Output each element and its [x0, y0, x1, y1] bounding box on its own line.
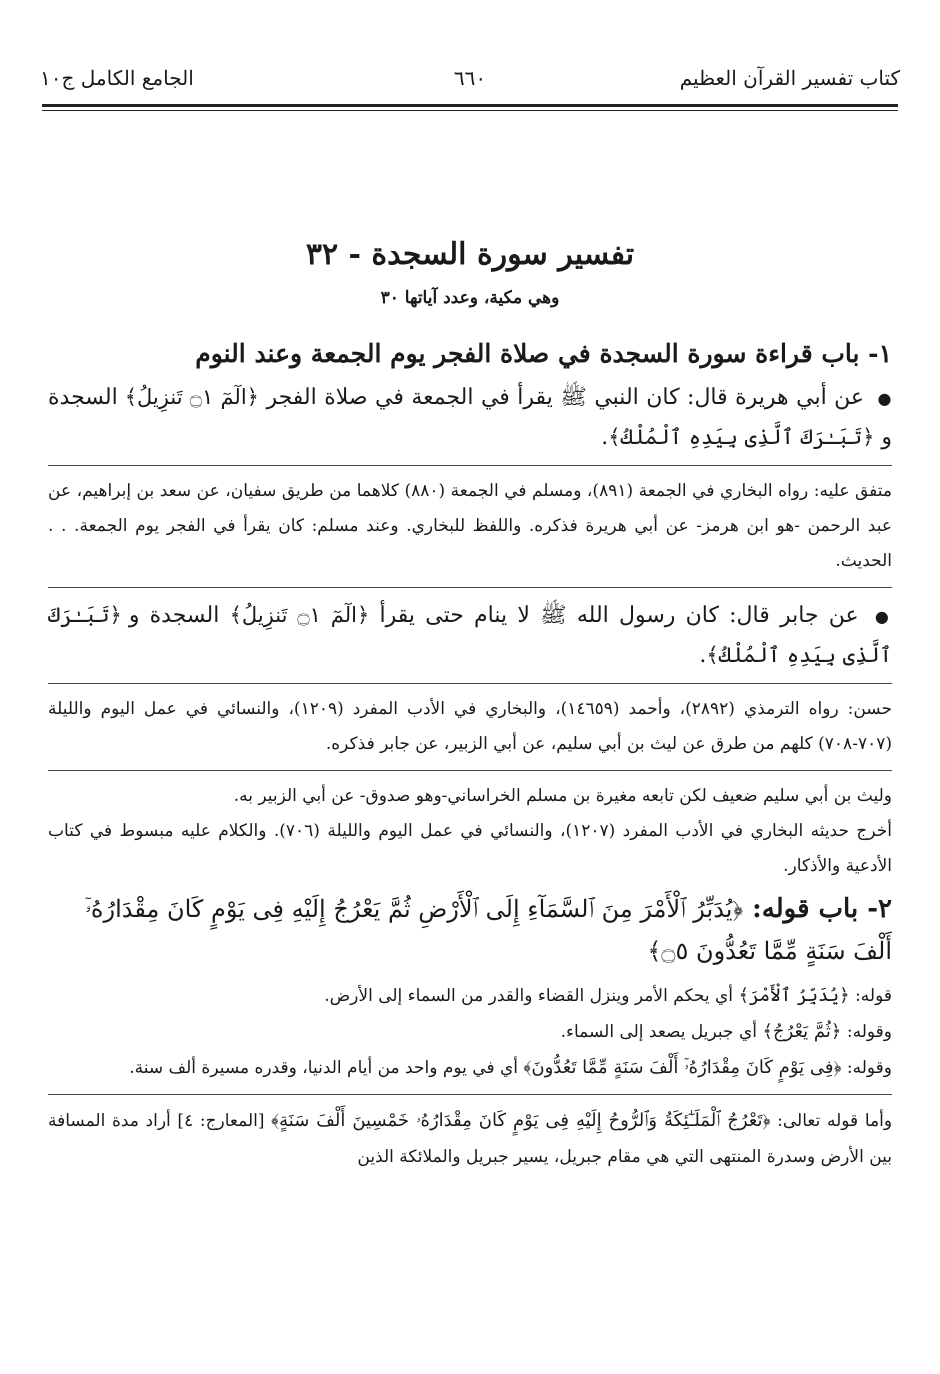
closing-paragraph — [48, 1103, 892, 1175]
explanation-2-quran: ﴿ثُمَّ يَعْرُجُ﴾ — [762, 1021, 842, 1042]
header-rule-thick — [42, 104, 898, 107]
page-body — [48, 232, 892, 1175]
closing-quran: ﴿تَعْرُجُ ٱلْمَلَـٰٓئِكَةُ وَٱلرُّوحُ إِلَيْهِ فِى يَوْمٍ كَانَ مِقْدَارُهُۥ خَمْسِينَ أَلْفَ سَنَةٍ﴾ — [271, 1110, 771, 1131]
explanation-1 — [48, 978, 892, 1014]
surah-title: تفسير سورة السجدة - ٣٢ — [305, 237, 635, 272]
hadith-2-end: . — [699, 643, 707, 668]
note-1: وليث بن أبي سليم ضعيف لكن تابعه مغيرة بن مسلم الخراساني-وهو صدوق- عن أبي الزبير به. — [233, 786, 892, 806]
hadith-2-text: عن جابر قال: كان رسول الله ﷺ لا ينام حتى يقرأ — [379, 603, 859, 628]
separator-line — [48, 1094, 892, 1095]
closing-lead: وأما قوله تعالى: — [777, 1111, 893, 1131]
hadith-1-quran-a: ﴿الٓمٓ ۝١ تَنزِيلُ﴾ — [124, 385, 259, 409]
explanation-3-text: أي في يوم واحد من أيام الدنيا، وقدره مسيرة ألف سنة. — [129, 1058, 519, 1078]
hadith-1-text: عن أبي هريرة قال: كان النبي ﷺ يقرأ في الجمعة في صلاة الفجر — [266, 385, 865, 410]
explanation-3-lead: وقوله: — [846, 1058, 892, 1078]
hadith-2-text-b: السجدة و — [128, 603, 220, 628]
surah-subtitle: وهي مكية، وعدد آياتها ٣٠ — [380, 288, 560, 308]
explanation-2-text: أي جبريل يصعد إلى السماء. — [560, 1022, 757, 1042]
chapter-1-title: ١- باب قراءة سورة السجدة في صلاة الفجر يوم الجمعة وعند النوم — [195, 339, 892, 368]
book-title: كتاب تفسير القرآن العظيم — [679, 66, 900, 90]
separator-line — [48, 587, 892, 588]
hadith-1-text-b: السجدة و — [48, 385, 892, 450]
chapter-2-ayah: ﴿يُدَبِّرُ ٱلْأَمْرَ مِنَ ٱلسَّمَآءِ إِلَى ٱلْأَرْضِ ثُمَّ يَعْرُجُ إِلَيْهِ فِى يَوْمٍ كَانَ مِقْدَارُهُۥٓ أَلْفَ سَنَةٍ مِّمَّا تَعُدُّونَ ۝٥﴾ — [84, 895, 892, 965]
explanation-1-text: أي يحكم الأمر وينزل القضاء والقدر من السماء إلى الأرض. — [324, 986, 734, 1006]
page-number: ٦٦٠ — [453, 66, 487, 90]
hadith-2-quran-b: ﴿تَبَـٰرَكَ ٱلَّذِى بِيَدِهِ ٱلْمُلْكُ﴾ — [48, 603, 892, 667]
hadith-1-end: . — [601, 425, 609, 450]
hadith-1 — [48, 378, 892, 457]
takhrij-1: متفق عليه: رواه البخاري في الجمعة (٨٩١)، ومسلم في الجمعة (٨٨٠) كلاهما من طريق سفيان، عن سعد بن إبراهيم، عن عبد الرحمن -هو ابن هرمز- عن أبي هريرة فذكره. واللفظ للبخاري. وعند مسلم: كان يقرأ في الفجر يوم الجمعة. . . الحديث. — [48, 481, 892, 571]
separator-line — [48, 683, 892, 684]
note-2: أخرج حديثه البخاري في الأدب المفرد (١٢٠٧)، والنسائي في عمل اليوم والليلة (٧٠٦). والكلام عليه مبسوط في كتاب الأدعية والأذكار. — [48, 821, 892, 876]
header-rule-thin — [42, 110, 898, 111]
closing-reference: [المعارج: ٤] — [177, 1111, 265, 1131]
running-head — [40, 58, 900, 98]
chapter-2-title — [48, 888, 892, 972]
explanation-2 — [48, 1014, 892, 1050]
explanation-3 — [48, 1050, 892, 1086]
explanation-2-lead: وقوله: — [846, 1022, 892, 1042]
takhrij-2: حسن: رواه الترمذي (٢٨٩٢)، وأحمد (١٤٦٥٩)، والبخاري في الأدب المفرد (١٢٠٩)، والنسائي في عمل اليوم والليلة (٧٠٧-٧٠٨) كلهم من طرق عن ليث بن أبي سليم، عن أبي الزبير، عن جابر فذكره. — [48, 699, 892, 754]
explanation-3-quran: ﴿فِى يَوْمٍ كَانَ مِقْدَارُهُۥٓ أَلْفَ سَنَةٍ مِّمَّا تَعُدُّونَ﴾ — [523, 1057, 842, 1078]
closing-text: أراد مدة المسافة بين الأرض وسدرة المنتهى التي هي مقام جبريل، يسير جبريل والملائكة الذين — [48, 1111, 892, 1167]
volume-label: الجامع الكامل ج١٠ — [40, 66, 194, 90]
bullet-icon: ● — [877, 389, 892, 408]
hadith-2-quran-a: ﴿الٓمٓ ۝١ تَنزِيلُ﴾ — [229, 603, 370, 627]
separator-line — [48, 465, 892, 466]
chapter-2-label: ٢- باب قوله: — [752, 894, 892, 924]
explanation-1-quran: ﴿يُدَبِّرُ ٱلْأَمْرَ﴾ — [738, 985, 850, 1006]
separator-line — [48, 770, 892, 771]
bullet-icon: ● — [874, 607, 893, 626]
hadith-1-quran-b: ﴿تَبَـٰرَكَ ٱلَّذِى بِيَدِهِ ٱلْمُلْكُ﴾ — [608, 425, 875, 449]
explanation-1-lead: قوله: — [855, 986, 892, 1006]
hadith-2 — [48, 596, 892, 675]
